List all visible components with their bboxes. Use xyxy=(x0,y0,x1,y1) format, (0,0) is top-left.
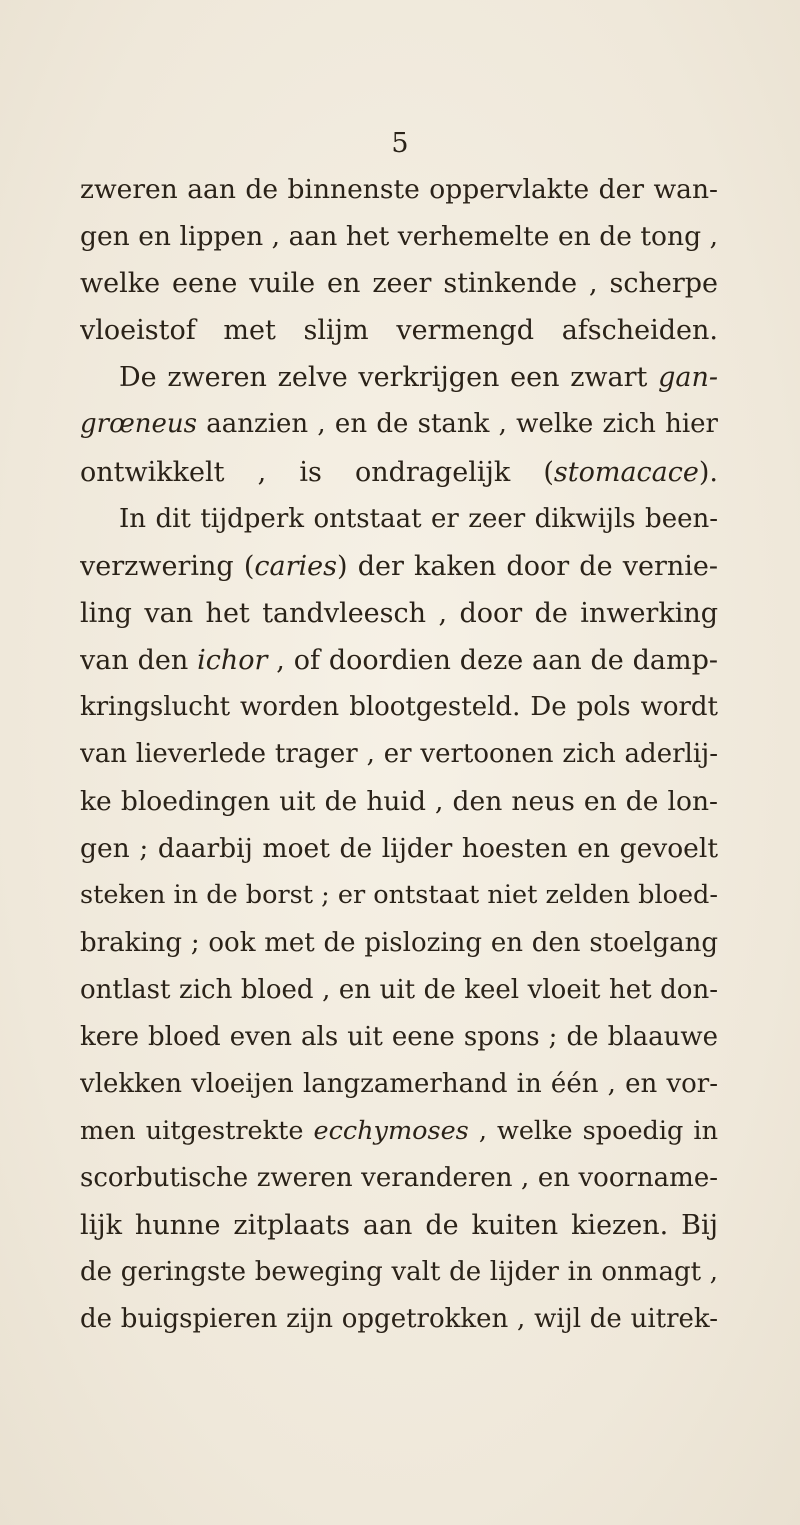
text-line xyxy=(80,637,718,684)
text-line xyxy=(80,260,718,307)
italic-term: caries xyxy=(254,550,337,582)
text-segment: aanzien , en de stank , welke zich hier xyxy=(197,409,718,440)
text-segment: van lieverlede trager , er vertoonen zich aderlij- xyxy=(80,739,718,770)
text-line xyxy=(80,1014,718,1061)
text-line xyxy=(80,1296,718,1343)
text-segment: gen en lippen , aan het verhemelte en de tong , xyxy=(80,221,718,253)
text-segment: ). xyxy=(698,456,718,488)
italic-term: ichor xyxy=(197,644,268,676)
text-line xyxy=(80,1155,718,1202)
text-segment: kringslucht worden blootgesteld. De pols wordt xyxy=(80,692,718,723)
text-line xyxy=(80,213,718,260)
page-number: 5 xyxy=(391,128,409,159)
text-segment: de buigspieren zijn opgetrokken , wijl de uitrek- xyxy=(80,1304,718,1335)
text-line xyxy=(80,967,718,1014)
text-line xyxy=(80,684,718,731)
text-segment: braking ; ook met de pislozing en den stoelgang xyxy=(80,927,718,958)
text-segment: ontlast zich bloed , en uit de keel vloeit het don- xyxy=(80,974,718,1005)
text-segment: vloeistof met slijm vermengd afscheiden. xyxy=(80,315,718,347)
text-line xyxy=(80,354,718,401)
text-segment: verzwering ( xyxy=(80,550,255,582)
text-segment: zweren aan de binnenste oppervlakte der wan- xyxy=(80,174,718,205)
text-line xyxy=(80,920,718,967)
text-segment: ontwikkelt , is ondragelijk ( xyxy=(80,456,554,488)
body-text xyxy=(80,166,718,1343)
text-line xyxy=(80,1061,718,1108)
text-line xyxy=(80,307,718,354)
text-line xyxy=(80,1108,718,1155)
text-line xyxy=(80,825,718,872)
text-segment: kere bloed even als uit eene spons ; de blaauwe xyxy=(80,1021,718,1052)
text-line xyxy=(80,166,718,213)
text-segment: , of doordien deze aan de damp- xyxy=(267,644,718,676)
text-segment: steken in de borst ; er ontstaat niet zelden bloed- xyxy=(80,880,718,911)
text-line xyxy=(80,543,718,590)
text-line xyxy=(80,731,718,778)
italic-term: gan- xyxy=(658,362,718,394)
italic-term: stomacace xyxy=(553,456,699,488)
text-segment: vlekken vloeijen langzamerhand in één , en vor- xyxy=(80,1068,718,1099)
text-segment: gen ; daarbij moet de lijder hoesten en gevoelt xyxy=(80,833,718,865)
text-line xyxy=(80,449,718,496)
text-segment: van den xyxy=(80,644,198,676)
text-line xyxy=(80,496,718,543)
text-line xyxy=(80,872,718,919)
italic-term: ecchymoses xyxy=(313,1115,469,1146)
text-line xyxy=(80,401,718,448)
text-line xyxy=(80,778,718,825)
text-segment: ke bloedingen uit de huid , den neus en de lon- xyxy=(80,786,718,818)
text-segment: ) der kaken door de vernie- xyxy=(337,550,718,582)
text-segment: ling van het tandvleesch , door de inwerking xyxy=(80,597,718,629)
italic-term: grœneus xyxy=(80,409,197,440)
text-segment: men uitgestrekte xyxy=(80,1115,314,1146)
text-segment: welke eene vuile en zeer stinkende , scherpe xyxy=(80,268,718,300)
text-segment: , welke spoedig in xyxy=(468,1115,718,1146)
text-segment: In dit tijdperk ontstaat er zeer dikwijls been- xyxy=(119,503,718,534)
text-segment: lijk hunne zitplaats aan de kuiten kiezen. Bij xyxy=(80,1210,718,1242)
text-line xyxy=(80,1249,718,1296)
text-segment: De zweren zelve verkrijgen een zwart xyxy=(119,362,659,394)
text-line xyxy=(80,590,718,637)
text-segment: de geringste beweging valt de lijder in onmagt , xyxy=(80,1257,718,1288)
text-segment: scorbutische zweren veranderen , en voorname- xyxy=(80,1162,718,1193)
text-line xyxy=(80,1202,718,1249)
